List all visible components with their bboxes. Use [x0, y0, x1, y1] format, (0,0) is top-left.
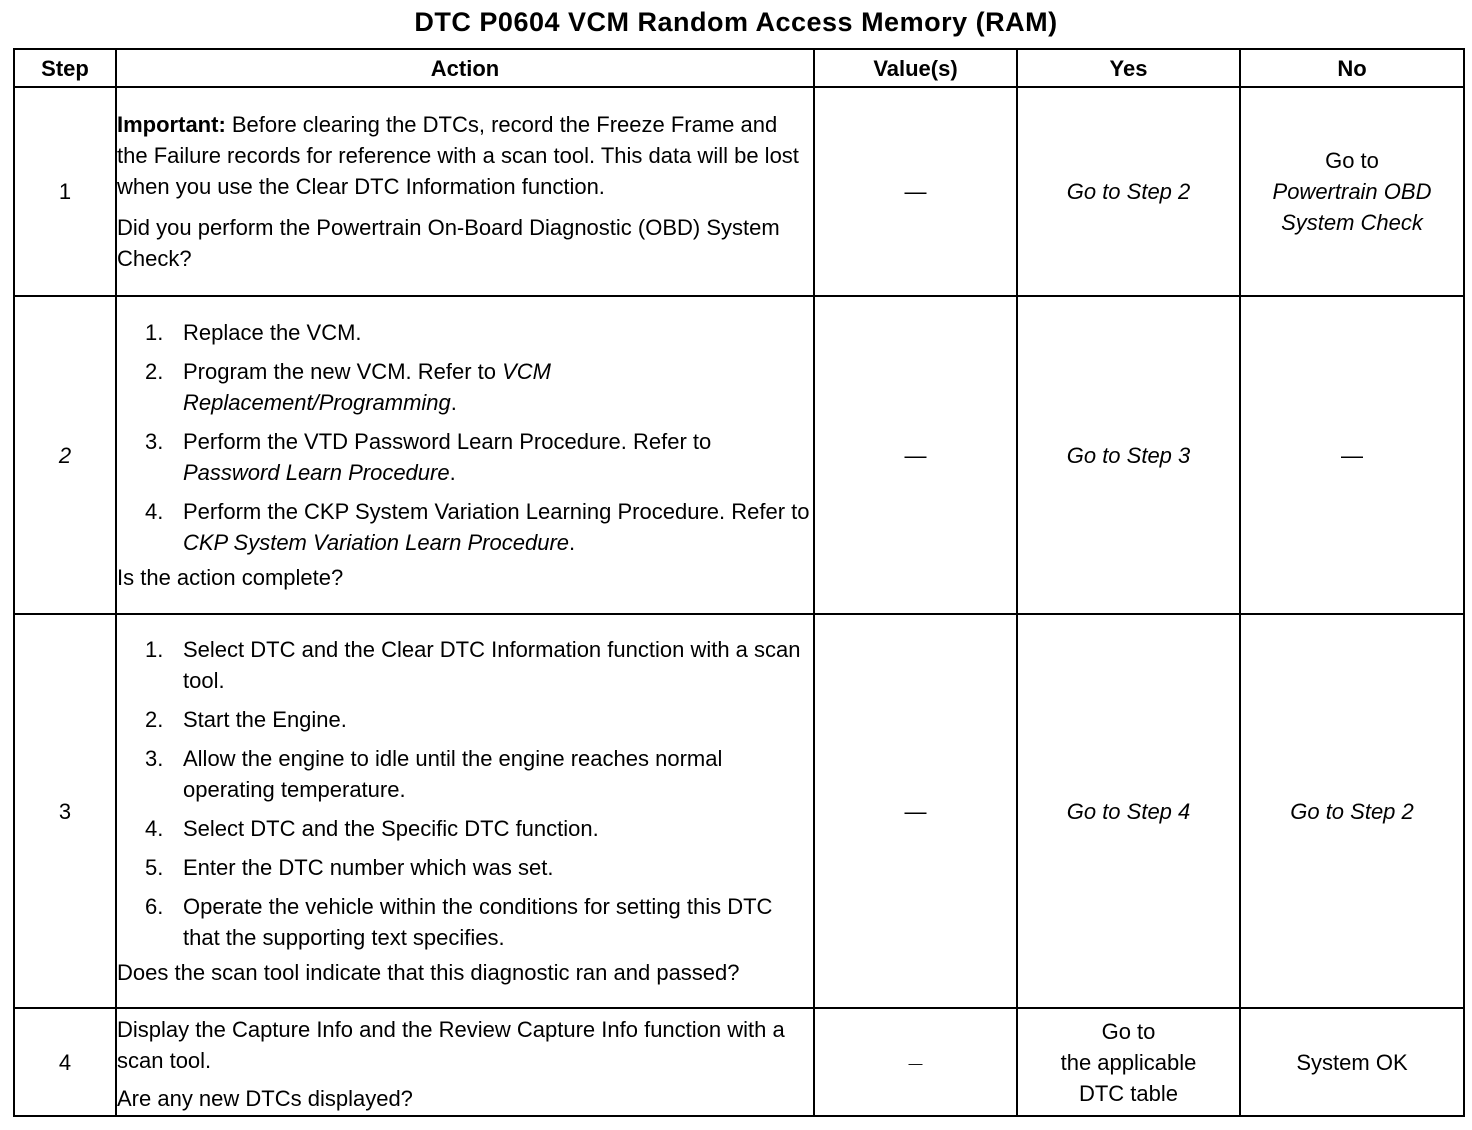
item-suffix: .: [450, 390, 457, 415]
header-yes: Yes: [1017, 49, 1240, 87]
values-dash: —: [908, 1055, 923, 1071]
yes-goto-prefix: Go to: [1101, 1018, 1156, 1044]
important-label: Important:: [117, 112, 226, 137]
list-item: [145, 891, 813, 953]
item-number: 2.: [145, 359, 164, 384]
yes-goto-line3[interactable]: DTC table: [1078, 1080, 1179, 1106]
no-cell: [1240, 87, 1464, 296]
item-number: 2.: [145, 707, 164, 732]
item-text: Enter the DTC number which was set.: [183, 855, 554, 880]
table-row-step-2: [14, 296, 1464, 614]
header-step: Step: [14, 49, 116, 87]
item-number: 5.: [145, 855, 164, 880]
table-header-row: [14, 49, 1464, 87]
item-number: 3.: [145, 746, 164, 771]
header-no: No: [1240, 49, 1464, 87]
values-cell: —: [814, 87, 1017, 296]
yes-goto-link[interactable]: Go to Step 3: [1066, 442, 1191, 468]
table-row-step-4: [14, 1008, 1464, 1116]
header-action: Action: [116, 49, 814, 87]
item-text: Select DTC and the Specific DTC function.: [183, 816, 599, 841]
no-cell: —: [1240, 296, 1464, 614]
item-number: 1.: [145, 637, 164, 662]
yes-cell: [1017, 296, 1240, 614]
item-text: Select DTC and the Clear DTC Information function with a scan tool.: [183, 637, 801, 693]
reference-link[interactable]: Password Learn Procedure: [183, 460, 450, 485]
yes-goto-link[interactable]: Go to Step 4: [1066, 798, 1191, 824]
reference-link[interactable]: VCM Replacement/Programming: [183, 359, 552, 415]
header-values: Value(s): [814, 49, 1017, 87]
important-note: [117, 109, 813, 202]
no-goto-link[interactable]: Powertrain OBD System Check: [1272, 179, 1432, 235]
list-item: [145, 813, 813, 844]
list-item: [145, 852, 813, 883]
page-title: DTC P0604 VCM Random Access Memory (RAM): [414, 7, 1058, 37]
item-suffix: .: [449, 460, 456, 485]
no-goto-link[interactable]: Go to Step 2: [1290, 798, 1414, 824]
values-cell: —: [814, 296, 1017, 614]
step-number: 1: [14, 87, 116, 296]
item-text: Perform the VTD Password Learn Procedure. Refer to: [183, 429, 712, 454]
item-text: Operate the vehicle within the conditions for setting this DTC that the supporting text specifies.: [183, 894, 773, 950]
yes-cell: [1017, 1008, 1240, 1116]
values-cell: [814, 1008, 1017, 1116]
list-item: [145, 704, 813, 735]
item-text: Start the Engine.: [183, 707, 347, 732]
reference-link[interactable]: CKP System Variation Learn Procedure: [183, 530, 569, 555]
item-text: Allow the engine to idle until the engine reaches normal operating temperature.: [183, 746, 723, 802]
action-cell: [116, 614, 814, 1008]
table-row-step-3: [14, 614, 1464, 1008]
list-item: [145, 317, 813, 348]
important-text: Before clearing the DTCs, record the Freeze Frame and the Failure records for reference with a scan tool. This data will be lost when you use the Clear DTC Information function.: [117, 112, 799, 199]
action-text: Display the Capture Info and the Review Capture Info function with a scan tool.: [117, 1017, 785, 1073]
procedure-list: [117, 317, 813, 558]
no-cell: System OK: [1240, 1008, 1464, 1116]
table-row-step-1: [14, 87, 1464, 296]
action-cell: [116, 87, 814, 296]
item-number: 1.: [145, 320, 164, 345]
list-item: [145, 634, 813, 696]
no-goto-prefix: Go to: [1325, 148, 1379, 173]
yes-cell: [1017, 87, 1240, 296]
item-text: Perform the CKP System Variation Learning Procedure. Refer to: [183, 499, 810, 524]
item-text: Program the new VCM. Refer to: [183, 359, 503, 384]
step-number: 3: [14, 614, 116, 1008]
action-question: Is the action complete?: [117, 565, 344, 590]
list-item: [145, 496, 813, 558]
values-cell: —: [814, 614, 1017, 1008]
step-number: 2: [14, 296, 116, 614]
item-number: 6.: [145, 894, 164, 919]
action-question: Does the scan tool indicate that this diagnostic ran and passed?: [117, 960, 740, 985]
item-number: 4.: [145, 499, 164, 524]
list-item: [145, 426, 813, 488]
yes-goto-link[interactable]: Go to Step 2: [1066, 179, 1191, 204]
no-cell: [1240, 614, 1464, 1008]
action-question: Did you perform the Powertrain On-Board Diagnostic (OBD) System Check?: [117, 215, 780, 271]
procedure-list: [117, 634, 813, 953]
action-cell: [116, 296, 814, 614]
yes-cell: [1017, 614, 1240, 1008]
item-number: 4.: [145, 816, 164, 841]
yes-goto-line2[interactable]: the applicable: [1060, 1049, 1197, 1075]
action-cell: [116, 1008, 814, 1116]
diagnostic-table: [13, 48, 1465, 1117]
list-item: [145, 743, 813, 805]
list-item: [145, 356, 813, 418]
item-number: 3.: [145, 429, 164, 454]
item-text: Replace the VCM.: [183, 320, 362, 345]
item-suffix: .: [569, 530, 576, 555]
action-question: Are any new DTCs displayed?: [117, 1086, 413, 1111]
step-number: 4: [14, 1008, 116, 1116]
